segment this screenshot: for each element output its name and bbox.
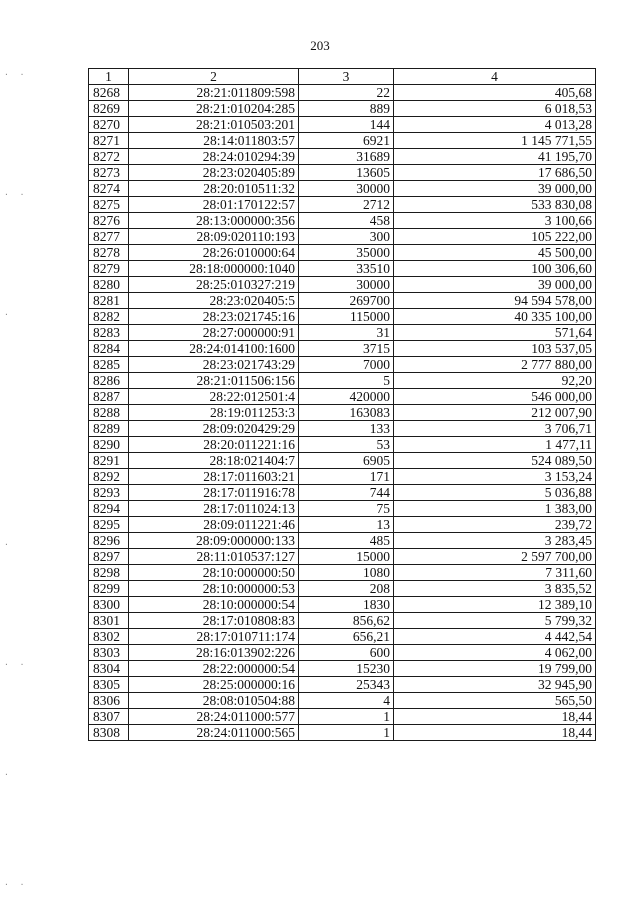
table-row	[89, 677, 596, 693]
margin-scan-marks: ·	[4, 540, 12, 549]
table-cell-col-1: 8289	[89, 421, 129, 437]
table-cell-col-1: 8268	[89, 85, 129, 101]
table-cell-col-2: 28:17:010711:174	[129, 629, 299, 645]
table-cell-col-1: 8272	[89, 149, 129, 165]
table-row	[89, 549, 596, 565]
table-cell-col-2: 28:24:011000:577	[129, 709, 299, 725]
table-cell-col-3: 6905	[299, 453, 394, 469]
table-cell-col-2: 28:23:021745:16	[129, 309, 299, 325]
table-row	[89, 101, 596, 117]
table-cell-col-3: 208	[299, 581, 394, 597]
table-row	[89, 533, 596, 549]
table-cell-col-1: 8302	[89, 629, 129, 645]
table-row	[89, 197, 596, 213]
table-cell-col-4: 1 145 771,55	[394, 133, 596, 149]
table-cell-col-2: 28:11:010537:127	[129, 549, 299, 565]
table-row	[89, 565, 596, 581]
table-cell-col-1: 8293	[89, 485, 129, 501]
table-cell-col-4: 39 000,00	[394, 277, 596, 293]
table-cell-col-4: 19 799,00	[394, 661, 596, 677]
table-cell-col-3: 889	[299, 101, 394, 117]
table-cell-col-1: 8270	[89, 117, 129, 133]
table-cell-col-3: 269700	[299, 293, 394, 309]
table-cell-col-3: 420000	[299, 389, 394, 405]
table-cell-col-3: 1830	[299, 597, 394, 613]
margin-scan-marks: · ·	[4, 880, 28, 889]
table-cell-col-1: 8286	[89, 373, 129, 389]
table-cell-col-3: 656,21	[299, 629, 394, 645]
header-row	[89, 69, 596, 85]
table-cell-col-1: 8295	[89, 517, 129, 533]
table-cell-col-4: 18,44	[394, 709, 596, 725]
table-cell-col-3: 53	[299, 437, 394, 453]
table-cell-col-4: 7 311,60	[394, 565, 596, 581]
column-header-2: 2	[129, 69, 299, 85]
table-cell-col-4: 94 594 578,00	[394, 293, 596, 309]
table-cell-col-3: 171	[299, 469, 394, 485]
table-row	[89, 293, 596, 309]
table-cell-col-4: 103 537,05	[394, 341, 596, 357]
table-cell-col-2: 28:25:000000:16	[129, 677, 299, 693]
table-cell-col-1: 8304	[89, 661, 129, 677]
table-cell-col-4: 92,20	[394, 373, 596, 389]
table-cell-col-4: 533 830,08	[394, 197, 596, 213]
table-cell-col-4: 571,64	[394, 325, 596, 341]
table-cell-col-4: 5 036,88	[394, 485, 596, 501]
table-cell-col-4: 12 389,10	[394, 597, 596, 613]
table-cell-col-3: 4	[299, 693, 394, 709]
table-cell-col-2: 28:08:010504:88	[129, 693, 299, 709]
table-cell-col-1: 8285	[89, 357, 129, 373]
table-row	[89, 357, 596, 373]
table-cell-col-3: 22	[299, 85, 394, 101]
table-cell-col-4: 3 283,45	[394, 533, 596, 549]
table-row	[89, 309, 596, 325]
table-cell-col-4: 2 777 880,00	[394, 357, 596, 373]
table-cell-col-1: 8308	[89, 725, 129, 741]
table-row	[89, 213, 596, 229]
table-row	[89, 437, 596, 453]
table-cell-col-3: 600	[299, 645, 394, 661]
table-cell-col-1: 8290	[89, 437, 129, 453]
table-cell-col-4: 524 089,50	[394, 453, 596, 469]
table-row	[89, 245, 596, 261]
table-cell-col-4: 546 000,00	[394, 389, 596, 405]
table-cell-col-4: 239,72	[394, 517, 596, 533]
table-cell-col-1: 8298	[89, 565, 129, 581]
table-cell-col-4: 45 500,00	[394, 245, 596, 261]
table-cell-col-2: 28:22:000000:54	[129, 661, 299, 677]
table-row	[89, 645, 596, 661]
table-cell-col-2: 28:10:000000:54	[129, 597, 299, 613]
table-row	[89, 165, 596, 181]
table-cell-col-3: 33510	[299, 261, 394, 277]
table-cell-col-1: 8277	[89, 229, 129, 245]
table-cell-col-4: 18,44	[394, 725, 596, 741]
table-cell-col-3: 485	[299, 533, 394, 549]
table-cell-col-4: 1 477,11	[394, 437, 596, 453]
table-cell-col-1: 8296	[89, 533, 129, 549]
table-cell-col-2: 28:16:013902:226	[129, 645, 299, 661]
table-cell-col-1: 8276	[89, 213, 129, 229]
table-cell-col-2: 28:21:010204:285	[129, 101, 299, 117]
margin-scan-marks: · ·	[4, 190, 28, 199]
table-cell-col-4: 3 835,52	[394, 581, 596, 597]
registry-table	[88, 68, 596, 741]
table-cell-col-3: 25343	[299, 677, 394, 693]
table-cell-col-2: 28:09:000000:133	[129, 533, 299, 549]
table-cell-col-1: 8278	[89, 245, 129, 261]
table-cell-col-1: 8269	[89, 101, 129, 117]
table-cell-col-1: 8284	[89, 341, 129, 357]
table-row	[89, 709, 596, 725]
table-cell-col-3: 1080	[299, 565, 394, 581]
table-row	[89, 613, 596, 629]
table-cell-col-2: 28:22:012501:4	[129, 389, 299, 405]
table-cell-col-4: 39 000,00	[394, 181, 596, 197]
table-row	[89, 149, 596, 165]
table-cell-col-3: 35000	[299, 245, 394, 261]
table-cell-col-3: 115000	[299, 309, 394, 325]
table-cell-col-1: 8299	[89, 581, 129, 597]
table-cell-col-3: 13605	[299, 165, 394, 181]
table-row	[89, 341, 596, 357]
table-cell-col-3: 31689	[299, 149, 394, 165]
column-header-4: 4	[394, 69, 596, 85]
table-cell-col-2: 28:09:020110:193	[129, 229, 299, 245]
table-cell-col-2: 28:21:011506:156	[129, 373, 299, 389]
table-cell-col-2: 28:23:020405:5	[129, 293, 299, 309]
table-cell-col-1: 8274	[89, 181, 129, 197]
table-cell-col-3: 5	[299, 373, 394, 389]
table-cell-col-2: 28:17:010808:83	[129, 613, 299, 629]
table-cell-col-3: 6921	[299, 133, 394, 149]
table-cell-col-3: 2712	[299, 197, 394, 213]
table-row	[89, 597, 596, 613]
table-cell-col-2: 28:20:010511:32	[129, 181, 299, 197]
table-body	[89, 85, 596, 741]
table-cell-col-1: 8307	[89, 709, 129, 725]
table-cell-col-1: 8292	[89, 469, 129, 485]
table-cell-col-3: 30000	[299, 277, 394, 293]
table-row	[89, 469, 596, 485]
table-cell-col-2: 28:01:170122:57	[129, 197, 299, 213]
table-row	[89, 389, 596, 405]
table-row	[89, 181, 596, 197]
column-header-1: 1	[89, 69, 129, 85]
table-cell-col-3: 744	[299, 485, 394, 501]
table-cell-col-3: 163083	[299, 405, 394, 421]
table-cell-col-1: 8300	[89, 597, 129, 613]
table-cell-col-2: 28:17:011024:13	[129, 501, 299, 517]
table-cell-col-2: 28:10:000000:53	[129, 581, 299, 597]
table-cell-col-3: 13	[299, 517, 394, 533]
table-cell-col-4: 6 018,53	[394, 101, 596, 117]
margin-scan-marks: ·	[4, 770, 12, 779]
table-cell-col-3: 15230	[299, 661, 394, 677]
table-cell-col-2: 28:10:000000:50	[129, 565, 299, 581]
table-cell-col-4: 1 383,00	[394, 501, 596, 517]
table-cell-col-2: 28:27:000000:91	[129, 325, 299, 341]
table-cell-col-4: 4 442,54	[394, 629, 596, 645]
table-cell-col-1: 8279	[89, 261, 129, 277]
table-row	[89, 501, 596, 517]
table-cell-col-3: 30000	[299, 181, 394, 197]
table-header	[89, 69, 596, 85]
margin-scan-marks: · ·	[4, 70, 28, 79]
table-cell-col-2: 28:09:020429:29	[129, 421, 299, 437]
column-header-3: 3	[299, 69, 394, 85]
table-cell-col-3: 15000	[299, 549, 394, 565]
table-row	[89, 405, 596, 421]
table-cell-col-1: 8305	[89, 677, 129, 693]
table-row	[89, 629, 596, 645]
table-cell-col-1: 8280	[89, 277, 129, 293]
table-cell-col-1: 8306	[89, 693, 129, 709]
table-cell-col-1: 8287	[89, 389, 129, 405]
table-cell-col-1: 8282	[89, 309, 129, 325]
table-cell-col-2: 28:24:011000:565	[129, 725, 299, 741]
table-cell-col-3: 31	[299, 325, 394, 341]
table-cell-col-2: 28:23:021743:29	[129, 357, 299, 373]
table-row	[89, 261, 596, 277]
table-cell-col-2: 28:21:010503:201	[129, 117, 299, 133]
table-cell-col-2: 28:21:011809:598	[129, 85, 299, 101]
margin-scan-marks: ·	[4, 310, 12, 319]
table-cell-col-4: 2 597 700,00	[394, 549, 596, 565]
table-row	[89, 421, 596, 437]
table-cell-col-4: 40 335 100,00	[394, 309, 596, 325]
table-row	[89, 693, 596, 709]
table-cell-col-3: 1	[299, 725, 394, 741]
table-cell-col-2: 28:14:011803:57	[129, 133, 299, 149]
table-cell-col-4: 3 100,66	[394, 213, 596, 229]
table-row	[89, 517, 596, 533]
table-row	[89, 325, 596, 341]
table-cell-col-3: 3715	[299, 341, 394, 357]
table-cell-col-3: 144	[299, 117, 394, 133]
table-cell-col-4: 41 195,70	[394, 149, 596, 165]
table-cell-col-2: 28:17:011916:78	[129, 485, 299, 501]
table-cell-col-4: 3 153,24	[394, 469, 596, 485]
table-cell-col-1: 8271	[89, 133, 129, 149]
table-cell-col-2: 28:24:010294:39	[129, 149, 299, 165]
table-cell-col-4: 100 306,60	[394, 261, 596, 277]
table-row	[89, 373, 596, 389]
table-cell-col-2: 28:23:020405:89	[129, 165, 299, 181]
table-cell-col-1: 8291	[89, 453, 129, 469]
table-cell-col-4: 3 706,71	[394, 421, 596, 437]
table-cell-col-4: 5 799,32	[394, 613, 596, 629]
table-cell-col-2: 28:25:010327:219	[129, 277, 299, 293]
table-cell-col-3: 856,62	[299, 613, 394, 629]
table-row	[89, 725, 596, 741]
table-cell-col-3: 458	[299, 213, 394, 229]
table-cell-col-2: 28:09:011221:46	[129, 517, 299, 533]
table-cell-col-4: 565,50	[394, 693, 596, 709]
table-cell-col-1: 8283	[89, 325, 129, 341]
table-cell-col-1: 8297	[89, 549, 129, 565]
table-row	[89, 453, 596, 469]
table-row	[89, 117, 596, 133]
table-cell-col-4: 32 945,90	[394, 677, 596, 693]
table-cell-col-3: 1	[299, 709, 394, 725]
table-cell-col-4: 405,68	[394, 85, 596, 101]
table-cell-col-2: 28:24:014100:1600	[129, 341, 299, 357]
table-cell-col-3: 7000	[299, 357, 394, 373]
table-cell-col-3: 133	[299, 421, 394, 437]
table-cell-col-4: 212 007,90	[394, 405, 596, 421]
table-cell-col-2: 28:17:011603:21	[129, 469, 299, 485]
margin-scan-marks: · ·	[4, 660, 28, 669]
table-row	[89, 85, 596, 101]
table-cell-col-1: 8288	[89, 405, 129, 421]
table-cell-col-2: 28:18:000000:1040	[129, 261, 299, 277]
table-row	[89, 581, 596, 597]
table-cell-col-1: 8281	[89, 293, 129, 309]
table-row	[89, 277, 596, 293]
table-cell-col-2: 28:18:021404:7	[129, 453, 299, 469]
table-cell-col-1: 8301	[89, 613, 129, 629]
table-cell-col-3: 75	[299, 501, 394, 517]
table-cell-col-4: 4 062,00	[394, 645, 596, 661]
table-cell-col-2: 28:19:011253:3	[129, 405, 299, 421]
table-cell-col-2: 28:20:011221:16	[129, 437, 299, 453]
page-number: 203	[310, 38, 330, 53]
table-cell-col-1: 8273	[89, 165, 129, 181]
table-cell-col-4: 17 686,50	[394, 165, 596, 181]
table-row	[89, 229, 596, 245]
table-cell-col-2: 28:26:010000:64	[129, 245, 299, 261]
table-row	[89, 661, 596, 677]
table-cell-col-4: 105 222,00	[394, 229, 596, 245]
table-cell-col-1: 8294	[89, 501, 129, 517]
table-cell-col-1: 8303	[89, 645, 129, 661]
table-cell-col-2: 28:13:000000:356	[129, 213, 299, 229]
table-row	[89, 485, 596, 501]
table-cell-col-1: 8275	[89, 197, 129, 213]
table-cell-col-3: 300	[299, 229, 394, 245]
table-cell-col-4: 4 013,28	[394, 117, 596, 133]
table-row	[89, 133, 596, 149]
